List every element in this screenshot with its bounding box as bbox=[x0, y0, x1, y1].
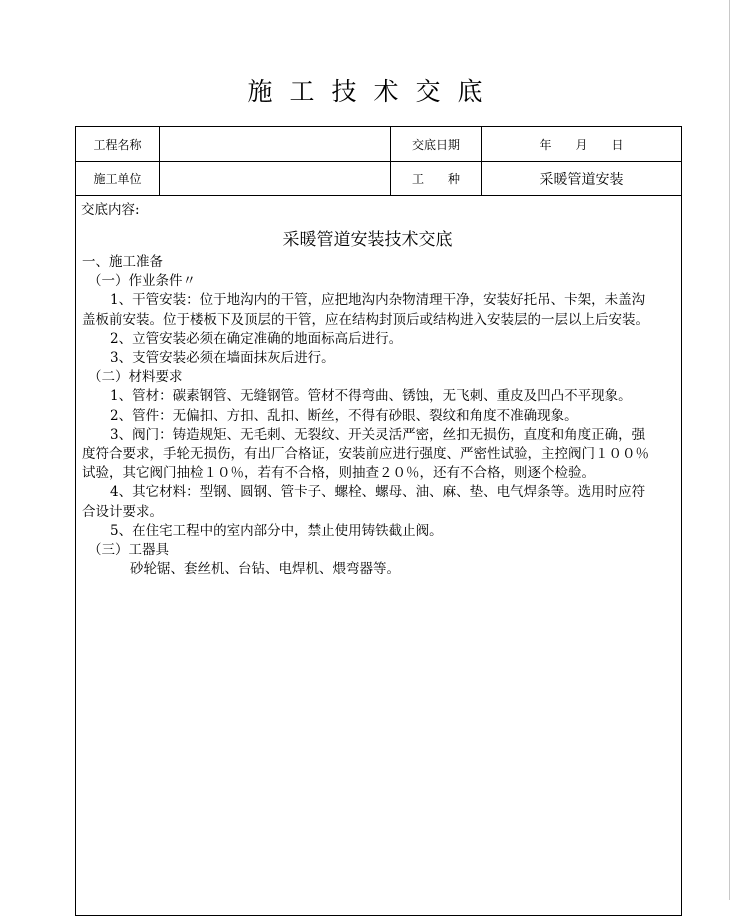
trade-value: 采暖管道安装 bbox=[539, 171, 624, 188]
date-label: 交底日期 bbox=[411, 137, 460, 152]
paragraph: 4、其它材料：型钢、圆钢、管卡子、螺栓、螺母、油、麻、垫、电气焊条等。选用时应符合设计要求。 bbox=[82, 484, 646, 520]
subsection-heading: （三）工器具 bbox=[88, 542, 169, 559]
form-table bbox=[75, 126, 682, 916]
content-body bbox=[82, 253, 650, 579]
content-label: 交底内容: bbox=[81, 202, 140, 218]
paragraph: 3、阀门：铸造规矩、无毛刺、无裂纹、开关灵活严密，丝扣无损伤，直度和角度正确，强度符合要求，手轮无损伤，有出厂合格证，安装前应进行强度、严密性试验，主控阀门１００％试验，其它阀门抽检１０％，若有不合格，则抽查２０％，还有不合格，则逐个检验。 bbox=[82, 426, 649, 482]
section-heading: 一、施工准备 bbox=[82, 254, 163, 270]
paragraph: 5、在住宅工程中的室内部分中，禁止使用铸铁截止阀。 bbox=[110, 522, 443, 539]
unit-value bbox=[160, 162, 390, 195]
paragraph: 1、干管安装：位于地沟内的干管，应把地沟内杂物清理干净，安装好托吊、卡架，未盖沟盖板前安装。位于楼板下及顶层的干管，应在结构封顶后或结构进入安装层的一层以上后安装。 bbox=[82, 292, 649, 328]
subsection-heading: （二）材料要求 bbox=[88, 369, 183, 386]
paragraph: 1、管材：碳素钢管、无缝钢管。管材不得弯曲、锈蚀，无飞刺、重皮及凹凸不平现象。 bbox=[110, 388, 632, 405]
content-title: 采暖管道安装技术交底 bbox=[282, 230, 453, 250]
trade-label: 工 种 bbox=[411, 172, 460, 186]
paragraph: 2、管件：无偏扣、方扣、乱扣、断丝，不得有砂眼、裂纹和角度不准确现象。 bbox=[110, 407, 578, 424]
project-name-label: 工程名称 bbox=[93, 137, 142, 152]
unit-label: 施工单位 bbox=[93, 172, 142, 186]
paragraph: 3、支管安装必须在墙面抹灰后进行。 bbox=[110, 350, 335, 367]
page-title: 施工技术交底 bbox=[247, 77, 500, 106]
paragraph: 2、立管安装必须在确定准确的地面标高后进行。 bbox=[110, 330, 403, 347]
project-name-value bbox=[160, 127, 390, 161]
date-value: 年 月 日 bbox=[539, 137, 624, 152]
table-row-divider bbox=[76, 195, 681, 196]
paragraph: 砂轮锯、套丝机、台钻、电焊机、煨弯器等。 bbox=[130, 561, 400, 578]
subsection-heading: （一）作业条件〃 bbox=[88, 273, 196, 290]
